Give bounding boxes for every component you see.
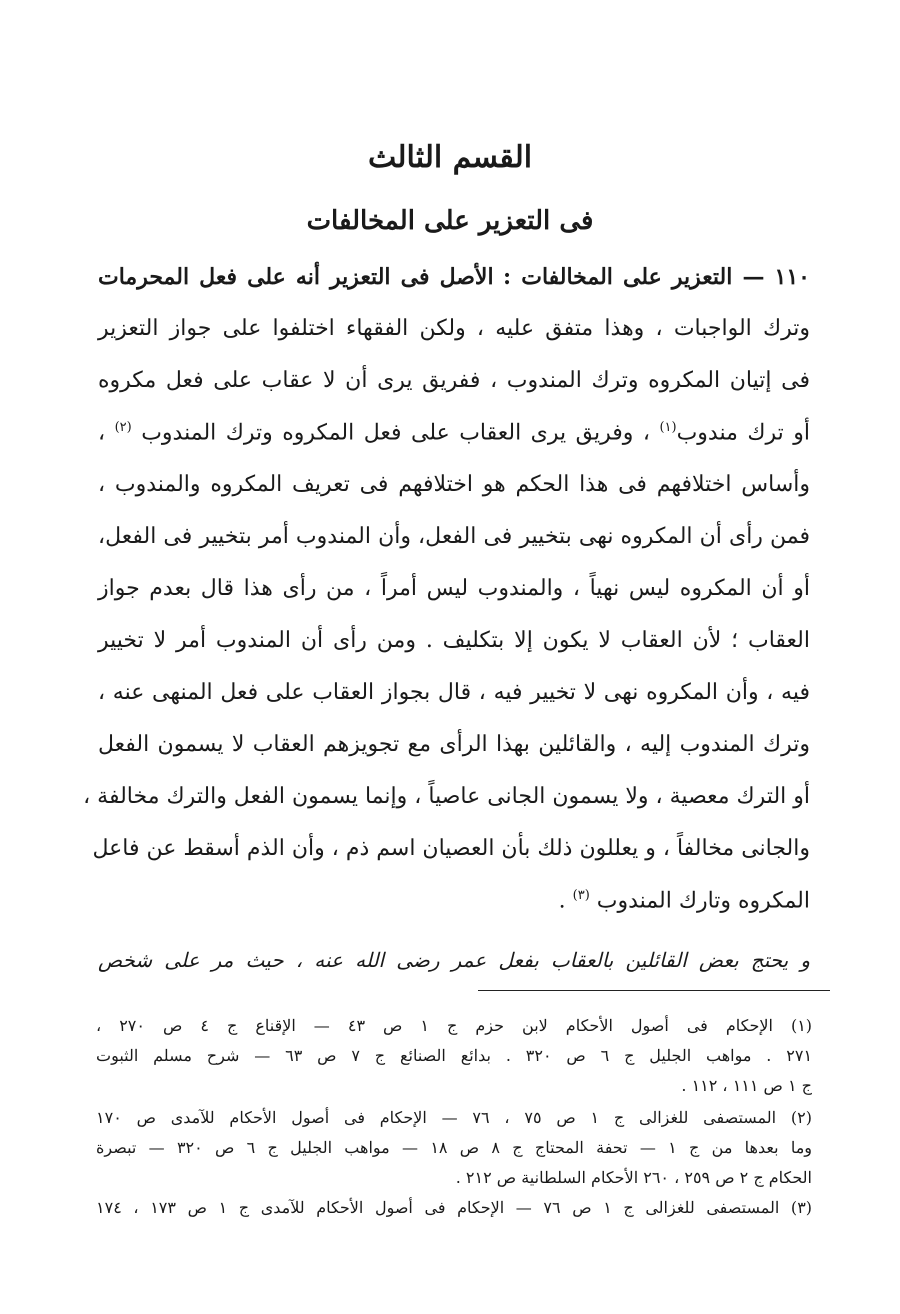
body-text: المكروه وتارك المندوب <box>596 888 810 914</box>
footnote-line: الحكام ج ٢ ص ٢٥٩ ، ٢٦٠ الأحكام السلطانية ص ٢١٢ . <box>455 1168 812 1187</box>
body-line-2: وترك الواجبات ، وهذا متفق عليه ، ولكن الفقهاء اختلفوا على جواز التعزير <box>98 316 810 341</box>
body-text: . <box>558 888 566 914</box>
body-line-10: وترك المندوب إليه ، والقائلين بهذا الرأى مع تجويزهم العقاب لا يسمون الفعل <box>98 732 810 757</box>
footnote-ref-3: (٣) <box>572 888 590 903</box>
body-text: ، <box>98 420 106 446</box>
footnote-line: ج ١ ص ١١١ ، ١١٢ . <box>681 1076 812 1095</box>
body-text: ، وفريق يرى العقاب على فعل المكروه وترك المندوب <box>141 420 650 446</box>
footnote-line: وما بعدها من ج ١ — تحفة المحتاج ج ٨ ص ١٨ — مواهب الجليل ج ٦ ص ٣٢٠ — تبصرة <box>96 1138 813 1157</box>
body-line-1 <box>98 264 810 290</box>
body-line-4 <box>98 420 810 445</box>
body-text: الأصل فى التعزير أنه على فعل المحرمات <box>98 264 494 290</box>
body-line-9: فيه ، وأن المكروه نهى لا تخيير فيه ، قال بجواز العقاب على فعل المنهى عنه ، <box>98 680 810 705</box>
body-line-8: العقاب ؛ لأن العقاب لا يكون إلا بتكليف . ومن رأى أن المندوب أمر لا تخيير <box>98 628 810 653</box>
body-line-5: وأساس اختلافهم فى هذا الحكم هو اختلافهم فى تعريف المكروه والمندوب ، <box>98 472 810 497</box>
footnote-separator <box>478 990 830 991</box>
body-line-3: فى إتيان المكروه وترك المندوب ، ففريق يرى أن لا عقاب على فعل مكروه <box>98 368 810 393</box>
handwritten-note: و يحتج بعض القائلين بالعقاب بفعل عمر رضى الله عنه ، حيث مر على شخص <box>98 948 810 972</box>
footnote-ref-1: (١) <box>659 420 677 435</box>
footnote-line: (١) الإحكام فى أصول الأحكام لابن حزم ج ١ ص ٤٣ — الإقناع ج ٤ ص ٢٧٠ ، <box>96 1016 813 1035</box>
footnote-ref-2: (٢) <box>114 420 132 435</box>
footnote-line: (٢) المستصفى للغزالى ج ١ ص ٧٥ ، ٧٦ — الإحكام فى أصول الأحكام للآمدى ص ١٧٠ <box>96 1108 813 1127</box>
footnote-line: (٣) المستصفى للغزالى ج ١ ص ٧٦ — الإحكام فى أصول الأحكام للآمدى ج ١ ص ١٧٣ ، ١٧٤ <box>96 1198 813 1217</box>
body-line-6: فمن رأى أن المكروه نهى بتخيير فى الفعل، وأن المندوب أمر بتخيير فى الفعل، <box>98 524 810 549</box>
paragraph-lead: ١١٠ — التعزير على المخالفات : <box>503 264 810 290</box>
section-subtitle: فى التعزير على المخالفات <box>306 206 594 236</box>
body-line-13 <box>98 888 810 913</box>
body-text: أو ترك مندوب <box>676 420 810 446</box>
body-line-11: أو الترك معصية ، ولا يسمون الجانى عاصياً ، وإنما يسمون الفعل والترك مخالفة ، <box>83 784 810 809</box>
footnote-line: ٢٧١ . مواهب الجليل ج ٦ ص ٣٢٠ . بدائع الصنائع ج ٧ ص ٦٣ — شرح مسلم الثبوت <box>96 1046 813 1065</box>
body-line-12: والجانى مخالفاً ، و يعللون ذلك بأن العصيان اسم ذم ، وأن الذم أسقط عن فاعل <box>92 836 810 861</box>
body-line-7: أو أن المكروه ليس نهياً ، والمندوب ليس أمراً ، من رأى هذا قال بعدم جواز <box>98 576 810 601</box>
section-title: القسم الثالث <box>367 140 533 175</box>
